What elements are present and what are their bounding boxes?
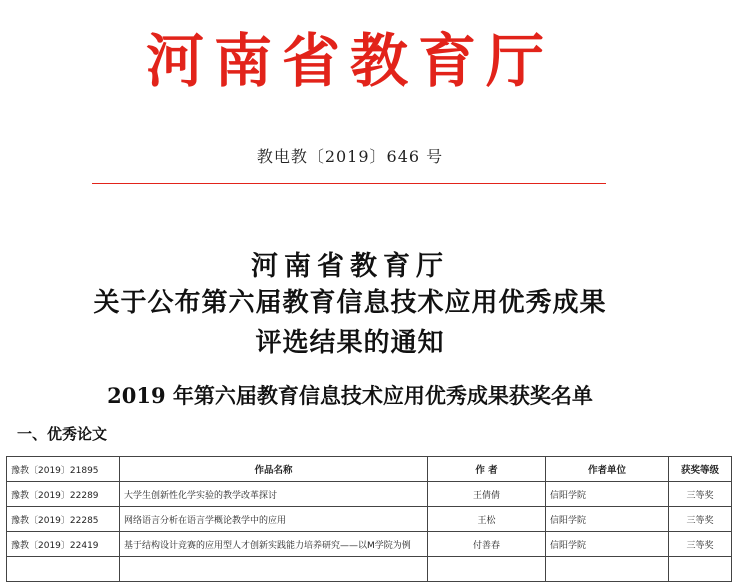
award-list-section <box>0 370 719 578</box>
table-cell-empty <box>7 557 120 582</box>
table-cell-id: 豫教〔2019〕22285 <box>7 507 120 532</box>
table-row <box>7 482 732 507</box>
award-table <box>6 456 732 582</box>
notice-title-line-2: 评选结果的通知 <box>255 328 445 358</box>
table-cell-org: 信阳学院 <box>546 507 669 532</box>
notice-issuer: 河南省教育厅 <box>251 251 449 282</box>
table-cell-title: 网络语言分析在语言学概论教学中的应用 <box>120 507 428 532</box>
table-header-row <box>7 457 732 482</box>
table-row <box>7 507 732 532</box>
table-row-truncated <box>7 557 732 582</box>
table-row <box>7 532 732 557</box>
table-cell-author: 王倩倩 <box>428 482 546 507</box>
table-cell-empty <box>669 557 732 582</box>
table-cell-id: 豫教〔2019〕22419 <box>7 532 120 557</box>
table-cell-empty <box>120 557 428 582</box>
agency-letterhead: 河南省教育厅 <box>145 27 554 95</box>
table-cell-award: 三等奖 <box>669 482 732 507</box>
table-cell-author: 王松 <box>428 507 546 532</box>
table-cell-award: 三等奖 <box>669 507 732 532</box>
table-cell-id: 豫教〔2019〕22289 <box>7 482 120 507</box>
table-cell-id: 豫教〔2019〕21895 <box>7 457 120 482</box>
table-cell-title: 基于结构设计竞赛的应用型人才创新实践能力培养研究——以M学院为例 <box>120 532 428 557</box>
table-cell-org: 信阳学院 <box>546 482 669 507</box>
section-heading: 一、优秀论文 <box>17 425 108 443</box>
award-list-title: 2019 年第六届教育信息技术应用优秀成果获奖名单 <box>107 383 593 408</box>
column-header-title: 作品名称 <box>120 457 428 482</box>
table-cell-org: 信阳学院 <box>546 532 669 557</box>
table-cell-empty <box>546 557 669 582</box>
table-cell-award: 三等奖 <box>669 532 732 557</box>
table-cell-author: 付善春 <box>428 532 546 557</box>
column-header-award: 获奖等级 <box>669 457 732 482</box>
column-header-org: 作者单位 <box>546 457 669 482</box>
document-number: 教电教〔2019〕646 号 <box>256 147 444 166</box>
table-cell-title: 大学生创新性化学实验的教学改革探讨 <box>120 482 428 507</box>
column-header-author: 作 者 <box>428 457 546 482</box>
red-divider-line <box>92 183 606 184</box>
notice-title-line-1: 关于公布第六届教育信息技术应用优秀成果 <box>93 288 607 318</box>
table-cell-empty <box>428 557 546 582</box>
